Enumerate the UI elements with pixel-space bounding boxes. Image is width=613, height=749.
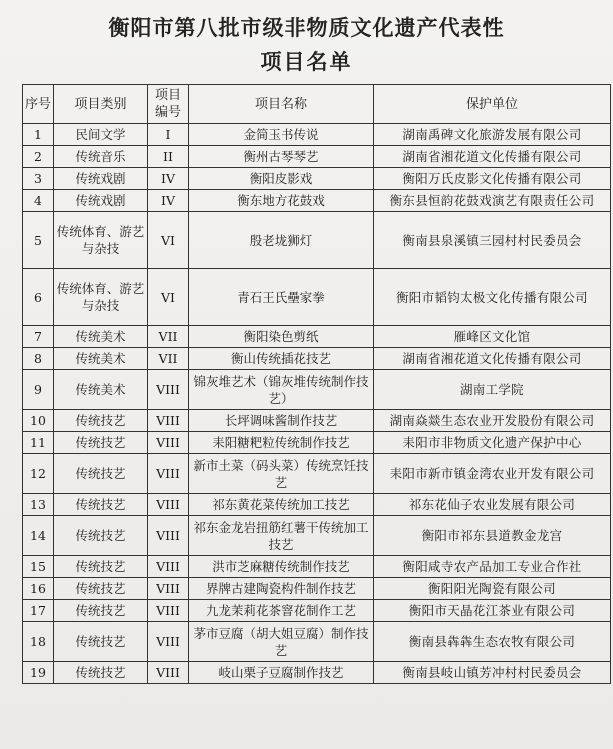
cell-name: 衡阳皮影戏: [189, 168, 374, 190]
table-row: [23, 454, 611, 494]
cell-code: VIII: [148, 556, 189, 578]
cell-no: 4: [23, 190, 54, 212]
cell-no: 3: [23, 168, 54, 190]
header-unit: 保护单位: [374, 85, 611, 124]
cell-no: 14: [23, 516, 54, 556]
table-row: [23, 410, 611, 432]
cell-name: 祁东黄花菜传统加工技艺: [189, 494, 374, 516]
cell-category: 传统技艺: [54, 494, 148, 516]
cell-name: 衡东地方花鼓戏: [189, 190, 374, 212]
header-code: 项目编号: [148, 85, 189, 124]
cell-code: IV: [148, 168, 189, 190]
cell-unit: 衡阳咸寺农产品加工专业合作社: [374, 556, 611, 578]
cell-code: VIII: [148, 662, 189, 684]
table-row: [23, 600, 611, 622]
cell-category: 传统戏剧: [54, 168, 148, 190]
cell-code: VIII: [148, 578, 189, 600]
cell-unit: 衡阳市韬钧太极文化传播有限公司: [374, 269, 611, 326]
cell-no: 9: [23, 370, 54, 410]
cell-unit: 衡南县岐山镇芳冲村村民委员会: [374, 662, 611, 684]
cell-no: 11: [23, 432, 54, 454]
cell-no: 1: [23, 124, 54, 146]
table-row: [23, 124, 611, 146]
cell-no: 17: [23, 600, 54, 622]
table-row: [23, 516, 611, 556]
cell-name: 青石王氏壘家拳: [189, 269, 374, 326]
cell-no: 6: [23, 269, 54, 326]
cell-unit: 衡东县恒韵花鼓戏演艺有限责任公司: [374, 190, 611, 212]
cell-no: 16: [23, 578, 54, 600]
cell-name: 耒阳糖粑粒传统制作技艺: [189, 432, 374, 454]
cell-code: VIII: [148, 622, 189, 662]
cell-unit: 衡阳市祁东县道教金龙宫: [374, 516, 611, 556]
cell-unit: 雁峰区文化馆: [374, 326, 611, 348]
cell-category: 传统技艺: [54, 454, 148, 494]
cell-unit: 衡南县犇犇生态农牧有限公司: [374, 622, 611, 662]
cell-category: 传统音乐: [54, 146, 148, 168]
cell-name: 长坪调味酱制作技艺: [189, 410, 374, 432]
cell-no: 7: [23, 326, 54, 348]
cell-name: 洪市芝麻糖传统制作技艺: [189, 556, 374, 578]
header-name: 项目名称: [189, 85, 374, 124]
table-row: [23, 190, 611, 212]
cell-code: VIII: [148, 454, 189, 494]
cell-name: 岐山栗子豆腐制作技艺: [189, 662, 374, 684]
table-row: [23, 212, 611, 269]
cell-unit: 湖南省湘花道文化传播有限公司: [374, 348, 611, 370]
cell-category: 传统美术: [54, 326, 148, 348]
cell-no: 10: [23, 410, 54, 432]
cell-code: VIII: [148, 494, 189, 516]
cell-unit: 衡阳市天晶花江茶业有限公司: [374, 600, 611, 622]
cell-category: 传统美术: [54, 348, 148, 370]
cell-name: 新市土菜（码头菜）传统烹饪技艺: [189, 454, 374, 494]
cell-name: 衡州古琴琴艺: [189, 146, 374, 168]
cell-code: VIII: [148, 516, 189, 556]
table-header-row: [23, 85, 611, 124]
cell-unit: 衡阳阳光陶瓷有限公司: [374, 578, 611, 600]
cell-code: VI: [148, 212, 189, 269]
cell-category: 传统体育、游艺与杂技: [54, 212, 148, 269]
cell-no: 13: [23, 494, 54, 516]
table-row: [23, 269, 611, 326]
cell-code: VII: [148, 348, 189, 370]
cell-no: 2: [23, 146, 54, 168]
table-row: [23, 348, 611, 370]
cell-category: 传统体育、游艺与杂技: [54, 269, 148, 326]
table-row: [23, 326, 611, 348]
cell-code: VIII: [148, 370, 189, 410]
table-row: [23, 622, 611, 662]
cell-name: 衡阳染色剪纸: [189, 326, 374, 348]
cell-code: VII: [148, 326, 189, 348]
cell-code: VIII: [148, 410, 189, 432]
cell-category: 传统技艺: [54, 556, 148, 578]
cell-category: 传统技艺: [54, 662, 148, 684]
cell-no: 18: [23, 622, 54, 662]
cell-unit: 衡南县泉溪镇三园村村民委员会: [374, 212, 611, 269]
cell-category: 传统技艺: [54, 622, 148, 662]
table-row: [23, 146, 611, 168]
table-row: [23, 168, 611, 190]
cell-name: 界牌古建陶瓷构件制作技艺: [189, 578, 374, 600]
cell-unit: 湖南工学院: [374, 370, 611, 410]
header-no: 序号: [23, 85, 54, 124]
cell-code: VI: [148, 269, 189, 326]
cell-unit: 祁东花仙子农业发展有限公司: [374, 494, 611, 516]
table-row: [23, 494, 611, 516]
table-body: [23, 124, 611, 684]
cell-code: I: [148, 124, 189, 146]
cell-unit: 湖南焱燚生态农业开发股份有限公司: [374, 410, 611, 432]
cell-no: 12: [23, 454, 54, 494]
table-row: [23, 370, 611, 410]
cell-unit: 耒阳市非物质文化遗产保护中心: [374, 432, 611, 454]
cell-category: 传统技艺: [54, 432, 148, 454]
header-category: 项目类别: [54, 85, 148, 124]
table-row: [23, 432, 611, 454]
document-subtitle: 项目名单: [260, 50, 353, 74]
cell-category: 传统技艺: [54, 600, 148, 622]
cell-category: 传统技艺: [54, 516, 148, 556]
cell-no: 8: [23, 348, 54, 370]
cell-name: 锦灰堆艺术（锦灰堆传统制作技艺）: [189, 370, 374, 410]
cell-name: 金简玉书传说: [189, 124, 374, 146]
table-row: [23, 662, 611, 684]
cell-category: 传统技艺: [54, 410, 148, 432]
cell-name: 九龙茉莉花茶窨花制作工艺: [189, 600, 374, 622]
cell-name: 殷老垅狮灯: [189, 212, 374, 269]
document-title: 衡阳市第八批市级非物质文化遗产代表性: [108, 16, 505, 40]
cell-unit: 衡阳万氏皮影文化传播有限公司: [374, 168, 611, 190]
cell-category: 民间文学: [54, 124, 148, 146]
cell-unit: 湖南省湘花道文化传播有限公司: [374, 146, 611, 168]
cell-unit: 耒阳市新市镇金湾农业开发有限公司: [374, 454, 611, 494]
table-row: [23, 556, 611, 578]
cell-code: II: [148, 146, 189, 168]
cell-no: 15: [23, 556, 54, 578]
cell-name: 祁东金龙岩扭筋红薯干传统加工技艺: [189, 516, 374, 556]
cell-category: 传统美术: [54, 370, 148, 410]
cell-unit: 湖南禹碑文化旅游发展有限公司: [374, 124, 611, 146]
cell-name: 茅市豆腐（胡大姐豆腐）制作技艺: [189, 622, 374, 662]
cell-code: VIII: [148, 600, 189, 622]
cell-code: IV: [148, 190, 189, 212]
cell-no: 19: [23, 662, 54, 684]
cell-category: 传统技艺: [54, 578, 148, 600]
cell-code: VIII: [148, 432, 189, 454]
cell-no: 5: [23, 212, 54, 269]
cell-name: 衡山传统插花技艺: [189, 348, 374, 370]
table-row: [23, 578, 611, 600]
heritage-project-table: [22, 84, 611, 684]
cell-category: 传统戏剧: [54, 190, 148, 212]
